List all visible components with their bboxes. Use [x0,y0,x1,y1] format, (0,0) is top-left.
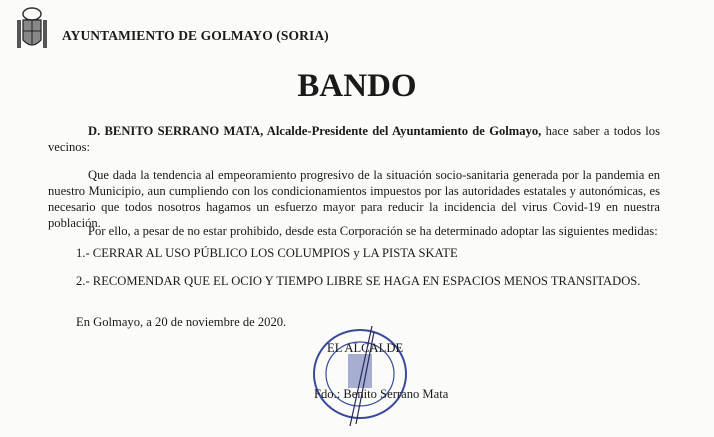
document-title: BANDO [297,68,417,104]
coat-of-arms-logo [10,6,54,56]
signature-name: Fdo.: Benito Serrano Mata [314,387,449,401]
measure-item: 2.- RECOMENDAR QUE EL OCIO Y TIEMPO LIBRE SE HAGA EN ESPACIOS MENOS TRANSITADOS. [76,274,641,288]
paragraph-1: Que dada la tendencia al empeoramiento progresivo de la situación socio-sanitaria generada por la pandemia en nuestro Municipio, aun cumpliendo con los condicionamientos impuestos por las autoridades estatales y autonómicas, es necesario que todos nosotros hagamos un esfuerzo mayor para reducir la incidencia del virus Covid-19 en nuestra población. [48,168,660,230]
signature-role: EL ALCALDE [327,341,404,355]
date-line: En Golmayo, a 20 de noviembre de 2020. [76,315,287,329]
intro-paragraph [48,123,660,155]
intro-rest: hace saber a todos los vecinos: [48,124,660,154]
mayor-name: D. BENITO SERRANO MATA, Alcalde-Presidente del Ayuntamiento de Golmayo, [88,124,542,138]
official-stamp [300,318,420,430]
measure-item: 1.- CERRAR AL USO PÚBLICO LOS COLUMPIOS y LA PISTA SKATE [76,246,458,260]
paragraph-2: Por ello, a pesar de no estar prohibido, desde esta Corporación se ha determinado adoptar las siguientes medidas: [88,224,658,238]
organization-name: AYUNTAMIENTO DE GOLMAYO (SORIA) [62,28,329,43]
